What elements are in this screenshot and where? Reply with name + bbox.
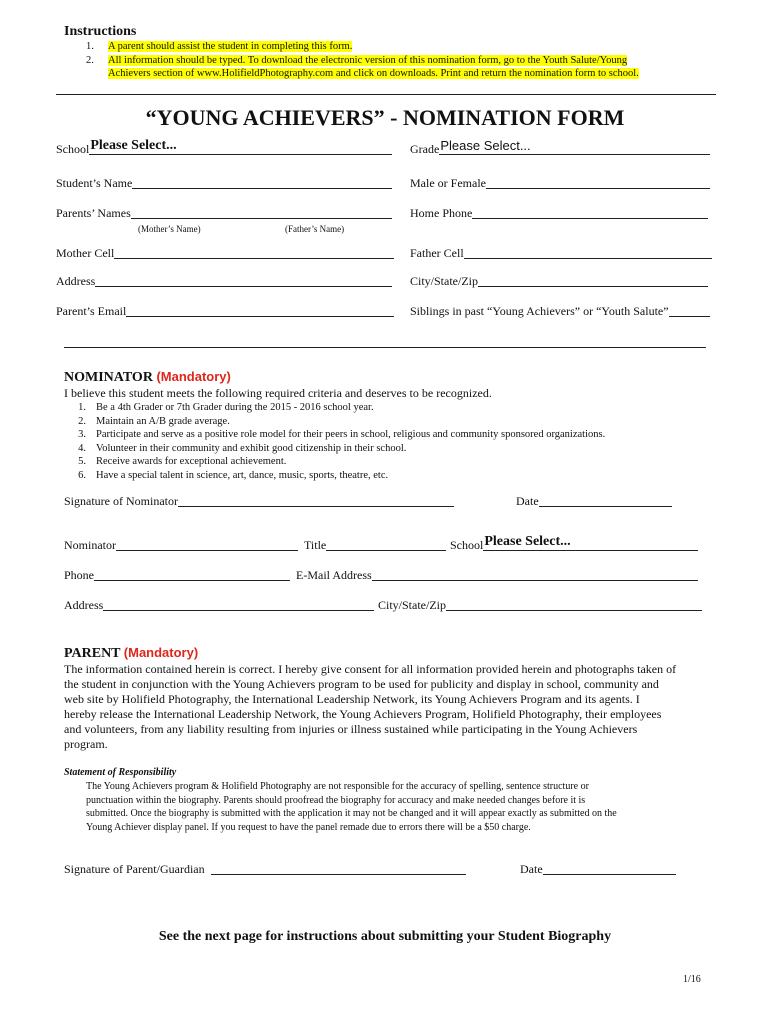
instructions-heading: Instructions bbox=[64, 24, 137, 39]
nominator-school-label: School bbox=[450, 538, 484, 552]
nominator-signature-field[interactable] bbox=[64, 494, 454, 509]
criteria-number: 4. bbox=[78, 442, 86, 454]
school-field[interactable] bbox=[56, 138, 392, 157]
divider bbox=[56, 94, 716, 95]
nominator-address-field[interactable] bbox=[64, 598, 374, 613]
parent-date-field[interactable] bbox=[520, 862, 676, 877]
criteria-text: Be a 4th Grader or 7th Grader during the 2015 - 2016 school year. bbox=[96, 402, 374, 413]
instruction-2-text-line1: All information should be typed. To download the electronic version of this nomination form, go to the Youth Salute/Young bbox=[108, 55, 628, 66]
nominator-phone-field[interactable] bbox=[64, 568, 290, 583]
gender-field[interactable] bbox=[410, 176, 710, 191]
nominator-address-label: Address bbox=[64, 598, 104, 612]
nominator-heading bbox=[64, 369, 231, 386]
nominator-school-field[interactable] bbox=[450, 534, 698, 553]
grade-label: Grade bbox=[410, 142, 440, 156]
consent-line: web site by Holifield Photography, the International Leadership Network, its Young Achievers Program and its agents. I bbox=[64, 692, 640, 706]
consent-line: program. bbox=[64, 737, 108, 751]
nominator-email-field[interactable] bbox=[296, 568, 698, 583]
criteria-list bbox=[64, 401, 605, 482]
siblings-field[interactable] bbox=[410, 304, 710, 319]
nominator-name-label: Nominator bbox=[64, 538, 116, 552]
parent-heading-text: PARENT bbox=[64, 646, 121, 661]
criteria-text: Volunteer in their community and exhibit good citizenship in their school. bbox=[96, 442, 407, 454]
list-item bbox=[64, 469, 605, 483]
statement-body bbox=[86, 780, 690, 834]
instruction-1-number: 1. bbox=[86, 41, 94, 52]
father-cell-label: Father Cell bbox=[410, 246, 464, 260]
city-state-zip-field[interactable] bbox=[410, 274, 708, 289]
list-item bbox=[64, 442, 605, 456]
consent-line: the student in conjunction with the Young Achievers program to be used for publicity and display in school, community and bbox=[64, 677, 659, 691]
parents-names-label: Parents’ Names bbox=[56, 206, 131, 220]
list-item bbox=[64, 415, 605, 429]
siblings-label: Siblings in past “Young Achievers” or “Youth Salute” bbox=[410, 304, 669, 318]
nominator-title-label: Title bbox=[304, 538, 327, 552]
school-select[interactable]: Please Select... bbox=[90, 138, 177, 153]
nominator-intro: I believe this student meets the following required criteria and deserves to be recognized. bbox=[64, 386, 492, 400]
criteria-text: Participate and serve as a positive role model for their peers in school, religious and community sponsored organizations. bbox=[96, 429, 606, 440]
father-cell-field[interactable] bbox=[410, 246, 712, 261]
parent-email-label: Parent’s Email bbox=[56, 304, 127, 318]
next-page-note: See the next page for instructions about submitting your Student Biography bbox=[158, 929, 612, 944]
instruction-2-number: 2. bbox=[86, 55, 94, 66]
mother-name-hint: (Mother’s Name) bbox=[138, 224, 201, 234]
consent-line: The information contained herein is correct. I hereby give consent for all information provided herein and photographs taken of bbox=[64, 662, 677, 676]
page-number: 1/16 bbox=[683, 974, 701, 985]
address-label: Address bbox=[56, 274, 96, 288]
nominator-city-field[interactable] bbox=[378, 598, 702, 613]
school-label: School bbox=[56, 142, 90, 156]
consent-line: and volunteers, from any liability resulting from injuries or illness sustained while participating in the Young Achievers bbox=[64, 722, 638, 736]
nominator-email-label: E-Mail Address bbox=[296, 568, 372, 582]
parent-signature-label: Signature of Parent/Guardian bbox=[64, 862, 205, 876]
nominator-signature-label: Signature of Nominator bbox=[64, 494, 178, 508]
grade-field[interactable] bbox=[410, 138, 710, 157]
address-field[interactable] bbox=[56, 274, 392, 289]
statement-line: punctuation within the biography. Parents should proofread the biography for accuracy and make needed changes before it is bbox=[86, 794, 586, 806]
criteria-number: 2. bbox=[78, 415, 86, 427]
parent-consent bbox=[64, 662, 676, 752]
nominator-name-field[interactable] bbox=[64, 538, 298, 553]
father-name-hint: (Father’s Name) bbox=[285, 224, 345, 234]
parent-heading bbox=[64, 645, 198, 662]
nominator-phone-label: Phone bbox=[64, 568, 94, 582]
student-name-label: Student’s Name bbox=[56, 176, 133, 190]
siblings-extra-line[interactable] bbox=[64, 347, 706, 348]
student-name-field[interactable] bbox=[56, 176, 392, 191]
criteria-text: Have a special talent in science, art, dance, music, sports, theatre, etc. bbox=[96, 469, 389, 481]
mother-cell-label: Mother Cell bbox=[56, 246, 115, 260]
instruction-2-text-line2: Achievers section of www.HolifieldPhotography.com and click on downloads. Print and return the nomination form to school. bbox=[108, 68, 639, 79]
nominator-city-label: City/State/Zip bbox=[378, 598, 446, 612]
criteria-number: 5. bbox=[78, 456, 86, 467]
nominator-school-select[interactable]: Please Select... bbox=[484, 534, 571, 549]
instruction-1-text: A parent should assist the student in completing this form. bbox=[108, 41, 353, 52]
list-item bbox=[64, 401, 605, 415]
page-title: “YOUNG ACHIEVERS” - NOMINATION FORM bbox=[145, 105, 625, 130]
consent-line: hereby release the International Leadership Network, the Young Achievers Program, Holifield Photography, their employees bbox=[64, 707, 662, 721]
criteria-number: 1. bbox=[78, 402, 86, 413]
nominator-heading-text: NOMINATOR bbox=[64, 370, 153, 385]
nominator-mandatory: (Mandatory) bbox=[156, 369, 231, 384]
criteria-number: 3. bbox=[78, 429, 86, 440]
statement-line: The Young Achievers program & Holifield Photography are not responsible for the accuracy of spelling, sentence structure or bbox=[86, 781, 589, 792]
criteria-text: Maintain an A/B grade average. bbox=[96, 415, 230, 427]
nominator-date-label: Date bbox=[516, 494, 539, 508]
list-item bbox=[64, 428, 605, 442]
parent-signature-field[interactable] bbox=[64, 862, 466, 877]
list-item bbox=[64, 455, 605, 469]
criteria-text: Receive awards for exceptional achievement. bbox=[96, 456, 287, 467]
parent-date-label: Date bbox=[520, 862, 543, 876]
home-phone-field[interactable] bbox=[410, 206, 708, 221]
mother-cell-field[interactable] bbox=[56, 246, 394, 261]
gender-label: Male or Female bbox=[410, 176, 486, 190]
parent-mandatory: (Mandatory) bbox=[123, 645, 199, 660]
criteria-number: 6. bbox=[78, 469, 86, 481]
grade-select[interactable]: Please Select... bbox=[440, 138, 531, 153]
parents-names-field[interactable] bbox=[56, 206, 392, 221]
parent-email-field[interactable] bbox=[56, 304, 394, 319]
nominator-title-field[interactable] bbox=[304, 538, 446, 553]
nominator-date-field[interactable] bbox=[516, 494, 672, 509]
home-phone-label: Home Phone bbox=[410, 206, 473, 220]
statement-line: Young Achiever display panel. If you request to have the panel remade due to errors there will be a $50 charge. bbox=[86, 821, 531, 833]
statement-line: submitted. Once the biography is submitted with the application it may not be changed and it will appear exactly as submitted on the bbox=[86, 808, 617, 819]
city-state-zip-label: City/State/Zip bbox=[410, 274, 478, 288]
statement-heading: Statement of Responsibility bbox=[64, 767, 177, 778]
